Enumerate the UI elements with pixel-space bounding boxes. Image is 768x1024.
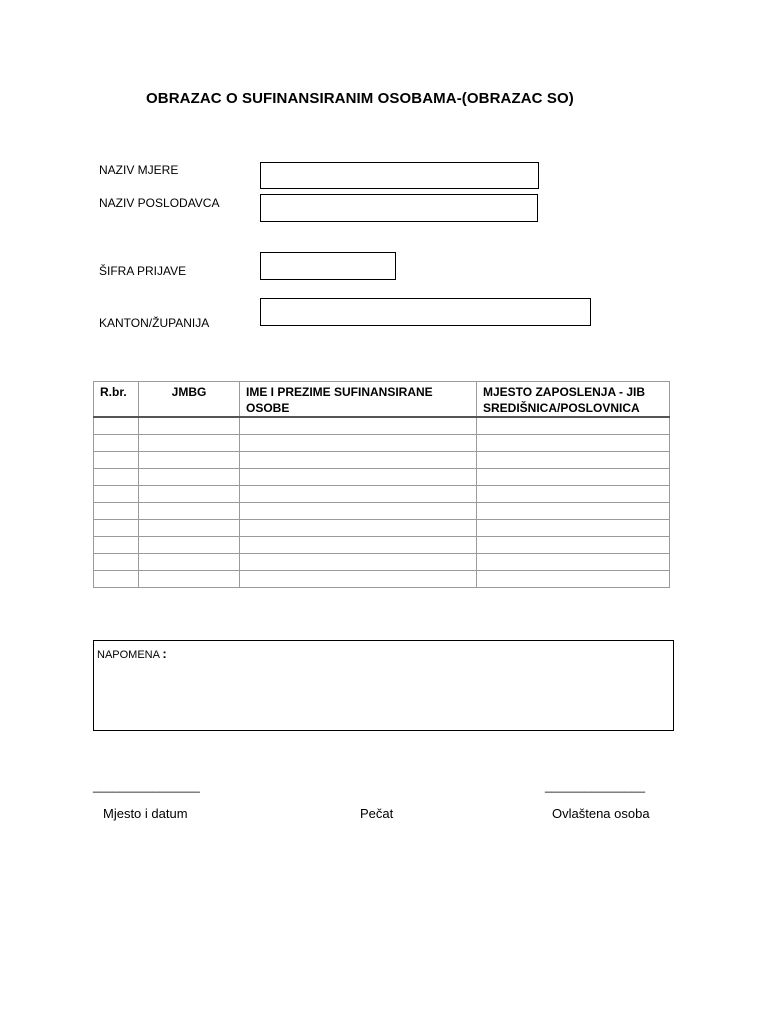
table-cell[interactable] <box>477 434 670 451</box>
table-row <box>94 434 670 451</box>
table-cell[interactable] <box>240 570 477 587</box>
table-cell[interactable] <box>94 502 139 519</box>
napomena-colon: : <box>162 646 167 661</box>
table-cell[interactable] <box>139 502 240 519</box>
table-cell[interactable] <box>240 519 477 536</box>
table-cell[interactable] <box>240 434 477 451</box>
table-cell[interactable] <box>94 553 139 570</box>
table-cell[interactable] <box>477 536 670 553</box>
table-cell[interactable] <box>139 485 240 502</box>
table-cell[interactable] <box>477 553 670 570</box>
table-cell[interactable] <box>94 434 139 451</box>
persons-table <box>93 381 670 588</box>
table-row <box>94 468 670 485</box>
mjesto-datum-line[interactable]: ________________ <box>93 779 200 793</box>
naziv-mjere-field[interactable] <box>260 162 539 189</box>
table-row <box>94 451 670 468</box>
table-cell[interactable] <box>477 451 670 468</box>
table-cell[interactable] <box>477 502 670 519</box>
table-cell[interactable] <box>94 468 139 485</box>
table-cell[interactable] <box>240 502 477 519</box>
table-cell[interactable] <box>240 485 477 502</box>
table-cell[interactable] <box>240 536 477 553</box>
table-cell[interactable] <box>477 570 670 587</box>
table-cell[interactable] <box>240 417 477 434</box>
table-cell[interactable] <box>139 468 240 485</box>
table-row <box>94 553 670 570</box>
table-cell[interactable] <box>139 451 240 468</box>
table-cell[interactable] <box>139 536 240 553</box>
table-cell[interactable] <box>139 570 240 587</box>
kanton-field[interactable] <box>260 298 591 326</box>
table-cell[interactable] <box>94 417 139 434</box>
ovlastena-osoba-line[interactable]: _______________ <box>545 779 646 793</box>
table-cell[interactable] <box>477 485 670 502</box>
naziv-poslodavca-field[interactable] <box>260 194 538 222</box>
napomena-field[interactable] <box>93 640 674 731</box>
pecat-label: Pečat <box>360 806 394 821</box>
header-ime-prezime: IME I PREZIME SUFINANSIRANE OSOBE <box>240 382 477 418</box>
table-cell[interactable] <box>240 468 477 485</box>
napomena-label-text: NAPOMENA <box>97 649 160 661</box>
table-cell[interactable] <box>240 451 477 468</box>
header-jmbg: JMBG <box>139 382 240 418</box>
naziv-poslodavca-label: NAZIV POSLODAVCA <box>99 196 220 210</box>
table-cell[interactable] <box>94 570 139 587</box>
naziv-mjere-label: NAZIV MJERE <box>99 163 179 177</box>
table-cell[interactable] <box>139 434 240 451</box>
ovlastena-osoba-label: Ovlaštena osoba <box>552 806 650 821</box>
table-row <box>94 536 670 553</box>
table-cell[interactable] <box>477 468 670 485</box>
header-rbr: R.br. <box>94 382 139 418</box>
table-cell[interactable] <box>477 417 670 434</box>
table-row <box>94 502 670 519</box>
table-cell[interactable] <box>477 519 670 536</box>
table-row <box>94 417 670 434</box>
table-cell[interactable] <box>139 519 240 536</box>
table-row <box>94 519 670 536</box>
table-cell[interactable] <box>94 485 139 502</box>
form-title: OBRAZAC O SUFINANSIRANIM OSOBAMA-(OBRAZAC SO) <box>146 90 574 107</box>
table-row <box>94 570 670 587</box>
header-mjesto-zaposlenja: MJESTO ZAPOSLENJA - JIB SREDIŠNICA/POSLOVNICA <box>477 382 670 418</box>
table-header-row <box>94 382 670 418</box>
table-cell[interactable] <box>94 519 139 536</box>
mjesto-datum-label: Mjesto i datum <box>103 806 188 821</box>
table-cell[interactable] <box>94 451 139 468</box>
sifra-prijave-label: ŠIFRA PRIJAVE <box>99 264 187 278</box>
table-cell[interactable] <box>240 553 477 570</box>
napomena-label <box>97 646 167 661</box>
table-cell[interactable] <box>139 553 240 570</box>
table-cell[interactable] <box>139 417 240 434</box>
table-row <box>94 485 670 502</box>
kanton-label: KANTON/ŽUPANIJA <box>99 316 210 330</box>
sifra-prijave-field[interactable] <box>260 252 396 280</box>
table-cell[interactable] <box>94 536 139 553</box>
